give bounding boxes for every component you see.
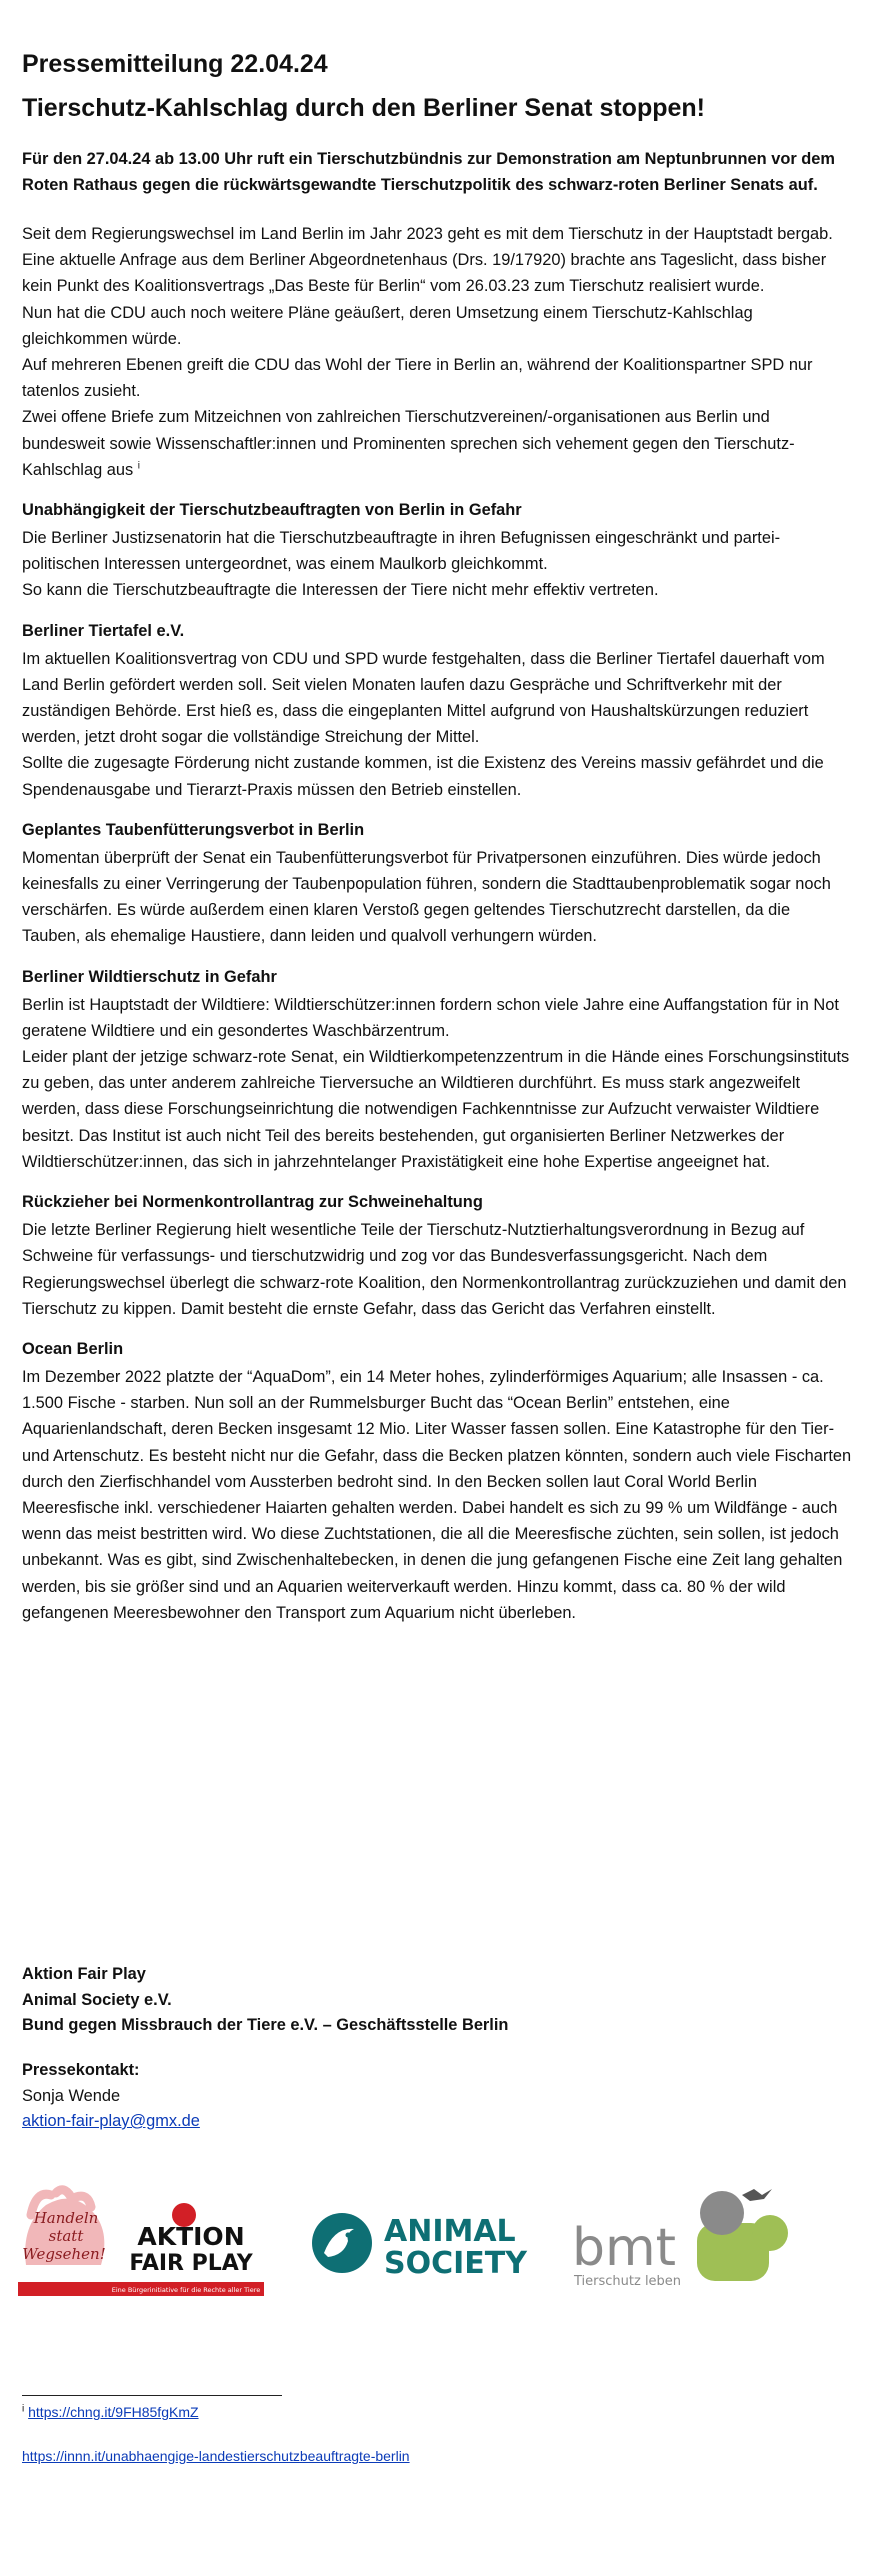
logo-tagline-bmt: Tierschutz leben — [574, 2274, 682, 2289]
intro-paragraph-5 — [22, 404, 852, 483]
intro-paragraph-5-text: Zwei offene Briefe zum Mitzeichnen von zahlreichen Tierschutzvereinen/-organisationen aus Berlin und bundesweit sowie Wissenschaftler:innen und Prominenten sprechen sich vehement gegen den Tierschutz-Kahlschlag aus — [22, 408, 795, 479]
section-paragraph: Leider plant der jetzige schwarz-rote Senat, ein Wildtierkompetenzzentrum in die Hände eines Forschungsinstituts zu geben, das unter anderem zahlreiche Tierversuche an Wildtieren durchführt. Es muss stark angezweifelt werden, dass diese Forschungseinrichtung die notwendigen Fachkenntnisse zur Aufzucht verwaister Wildtiere besitzt. Das Institut ist auch nicht Teil des bereits bestehenden, gut organisierten Berliner Netzwerkes der Wildtierschützer:innen, das sich in jahrzehntelanger Praxistätigkeit eine hohe Expertise angeeignet hat. — [22, 1048, 850, 1171]
green-head-shape — [752, 2215, 788, 2251]
footnote-marker: i — [22, 2403, 25, 2415]
section-paragraph: Die letzte Berliner Regierung hielt wesentliche Teile der Tierschutz-Nutztierhaltungsverordnung in Bezug auf Schweine für verfassungs- und tierschutzwidrig und zog vor das Bundesverfassungsgericht. Nach dem Regierungswechsel überlegt die schwarz-rote Koalition, den Normenkontrollantrag zurückzuziehen und damit den Tierschutz zu kippen. Damit besteht die ernste Gefahr, dass das Gericht das Verfahren einstellt. — [22, 1221, 847, 1318]
section-paragraph: Die Berliner Justizsenatorin hat die Tierschutzbeauftragte in ihren Befugnissen eingeschränkt und partei-politischen Interessen untergeordnet, was einem Maulkorb gleichkommt. — [22, 529, 781, 574]
press-contact-email-link[interactable]: aktion-fair-play@gmx.de — [22, 2112, 200, 2130]
section-heading: Geplantes Taubenfütterungsverbot in Berlin — [22, 820, 365, 839]
bird-eye — [346, 2233, 351, 2238]
section-paragraph: Sollte die zugesagte Förderung nicht zustande kommen, ist die Existenz des Vereins massiv gefährdet und die Spendenausgabe und Tierarzt-Praxis müssen den Betrieb einstellen. — [22, 754, 824, 799]
section-taubenfuetterung — [22, 817, 852, 950]
footnote-link-1[interactable]: https://chng.it/9FH85fgKmZ — [28, 2404, 199, 2420]
intro-paragraph-4: Auf mehreren Ebenen greift die CDU das Wohl der Tiere in Berlin an, während der Koalitionspartner SPD nur tatenlos zusieht. — [22, 356, 813, 401]
signature-block — [22, 1962, 508, 2039]
intro-paragraph-3: Nun hat die CDU auch noch weitere Pläne geäußert, deren Umsetzung einem Tierschutz-Kahlschlag gleichkommen würde. — [22, 303, 753, 348]
press-contact-label: Pressekontakt: — [22, 2061, 140, 2079]
intro-paragraph-1: Seit dem Regierungswechsel im Land Berlin im Jahr 2023 geht es mit dem Tierschutz in der Hauptstadt bergab. — [22, 225, 833, 243]
footnote-divider — [22, 2395, 282, 2396]
footnote-link-2[interactable]: https://innn.it/unabhaengige-landestierschutzbeauftragte-berlin — [22, 2448, 410, 2464]
logo-word-society: SOCIETY — [384, 2246, 527, 2281]
section-paragraph: So kann die Tierschutzbeauftragte die Interessen der Tiere nicht mehr effektiv vertreten. — [22, 581, 659, 600]
signature-org-2: Animal Society e.V. — [22, 1990, 172, 2009]
lead-paragraph: Für den 27.04.24 ab 13.00 Uhr ruft ein Tierschutzbündnis zur Demonstration am Neptunbrunnen vor dem Roten Rathaus gegen die rückwärtsgewandte Tierschutzpolitik des schwarz-roten Berliner Senats auf. — [22, 150, 836, 194]
bmt-logo — [572, 2185, 822, 2300]
section-paragraph: Berlin ist Hauptstadt der Wildtiere: Wildtierschützer:innen fordern schon viele Jahre eine Auffangstation für in Not geratene Wildtiere und ein gesondertes Waschbärzentrum. — [22, 995, 839, 1040]
section-heading: Berliner Tiertafel e.V. — [22, 621, 185, 640]
signature-org-3: Bund gegen Missbrauch der Tiere e.V. – Geschäftsstelle Berlin — [22, 2016, 509, 2034]
section-paragraph: Momentan überprüft der Senat ein Taubenfütterungsverbot für Privatpersonen einzuführen. Dies würde jedoch keinesfalls zu einer Verringerung der Taubenpopulation führen, sondern die Stadttaubenproblematik sogar noch verschärfen. Es würde außerdem einen klaren Verstoß gegen geltendes Tierschutzrecht darstellen, da die Tauben, als ehemalige Haustiere, dann leiden und qualvoll verhungern würden. — [22, 848, 831, 946]
animal-society-logo — [306, 2205, 546, 2285]
section-schweinehaltung — [22, 1189, 852, 1322]
section-tierschutzbeauftragte — [22, 497, 852, 604]
logo-tagline: Eine Bürgerinitiative für die Rechte aller Tiere — [111, 2286, 261, 2294]
logo-word-bmt: bmt — [572, 2218, 677, 2278]
logo-word-aktion: AKTION — [137, 2222, 245, 2251]
section-paragraph: Im Dezember 2022 platzte der “AquaDom”, ein 14 Meter hohes, zylinderförmiges Aquarium; alle Insassen - ca. 1.500 Fische - starben. Nun soll an der Rummelsburger Bucht das “Ocean Berlin” entstehen, eine Aquarienlandschaft, deren Becken insgesamt 12 Mio. Liter Wasser fassen sollen. Eine Katastrophe für den Tier- und Artenschutz. Es besteht nicht nur die Gefahr, dass die Becken platzen könnten, sondern auch viele Fischarten durch den Zierfischhandel vom Aussterben bedroht sind. In den Becken sollen laut Coral World Berlin Meeresfische inkl. verschiedener Haiarten gehalten werden. Dabei handelt es sich zu 99 % um Wildfänge - auch wenn das meist bestritten wird. Wo diese Zuchtstationen, die all die Meeresfische züchten, sein sollen, ist jedoch unbekannt. Was es gibt, sind Zwischenhaltebecken, in denen die jung gefangenen Fische eine Zeit lang gehalten werden, bis sie größer sind und an Aquarien weiterverkauft werden. Hinzu kommt, dass ca. 80 % der wild gefangenen Meeresbewohner den Transport zum Aquarium nicht überleben. — [22, 1367, 852, 1622]
intro-paragraph-2: Eine aktuelle Anfrage aus dem Berliner Abgeordnetenhaus (Drs. 19/17920) brachte ans Tageslicht, dass bisher kein Punkt des Koalitionsvertrags „Das Beste für Berlin“ vom 26.03.23 zum Tierschutz realisiert wurde. — [22, 251, 827, 296]
aktion-fair-play-logo — [16, 2185, 266, 2300]
footnote-marker[interactable]: i — [137, 460, 140, 472]
section-heading: Rückzieher bei Normenkontrollantrag zur Schweinehaltung — [22, 1193, 483, 1212]
section-wildtierschutz — [22, 964, 852, 1175]
logo-word-fair-play: FAIR PLAY — [129, 2251, 253, 2276]
section-heading: Berliner Wildtierschutz in Gefahr — [22, 967, 277, 986]
slogan-line-2: statt — [48, 2227, 84, 2245]
logo-word-animal: ANIMAL — [384, 2214, 516, 2249]
logo-row — [16, 2185, 856, 2305]
section-ocean-berlin — [22, 1336, 852, 1626]
press-release-date-heading: Pressemitteilung 22.04.24 — [22, 50, 328, 78]
section-paragraph: Im aktuellen Koalitionsvertrag von CDU und SPD wurde festgehalten, dass die Berliner Tiertafel dauerhaft vom Land Berlin gefördert werden soll. Seit vielen Monaten laufen dazu Gespräche und Schriftverkehr mit der zuständigen Behörde. Erst hieß es, dass die eingeplanten Mittel aufgrund von Haushaltskürzungen reduziert werden, jetzt droht sogar die vollständige Streichung der Mittel. — [22, 649, 825, 747]
press-contact-block — [22, 2058, 200, 2135]
press-contact-name: Sonja Wende — [22, 2086, 121, 2105]
footnote-2 — [22, 2445, 410, 2467]
slogan-line-3: Wegsehen! — [22, 2245, 106, 2263]
press-release — [22, 48, 852, 1626]
gray-animal-shape — [700, 2191, 744, 2235]
section-tiertafel — [22, 618, 852, 803]
slogan-line-1: Handeln — [33, 2209, 99, 2227]
bird-silhouette-icon — [742, 2189, 772, 2201]
press-release-title: Tierschutz-Kahlschlag durch den Berliner Senat stoppen! — [22, 94, 705, 122]
section-heading: Ocean Berlin — [22, 1339, 124, 1358]
section-heading: Unabhängigkeit der Tierschutzbeauftragten von Berlin in Gefahr — [22, 501, 522, 520]
footnote-1 — [22, 2401, 199, 2423]
signature-org-1: Aktion Fair Play — [22, 1965, 146, 1983]
